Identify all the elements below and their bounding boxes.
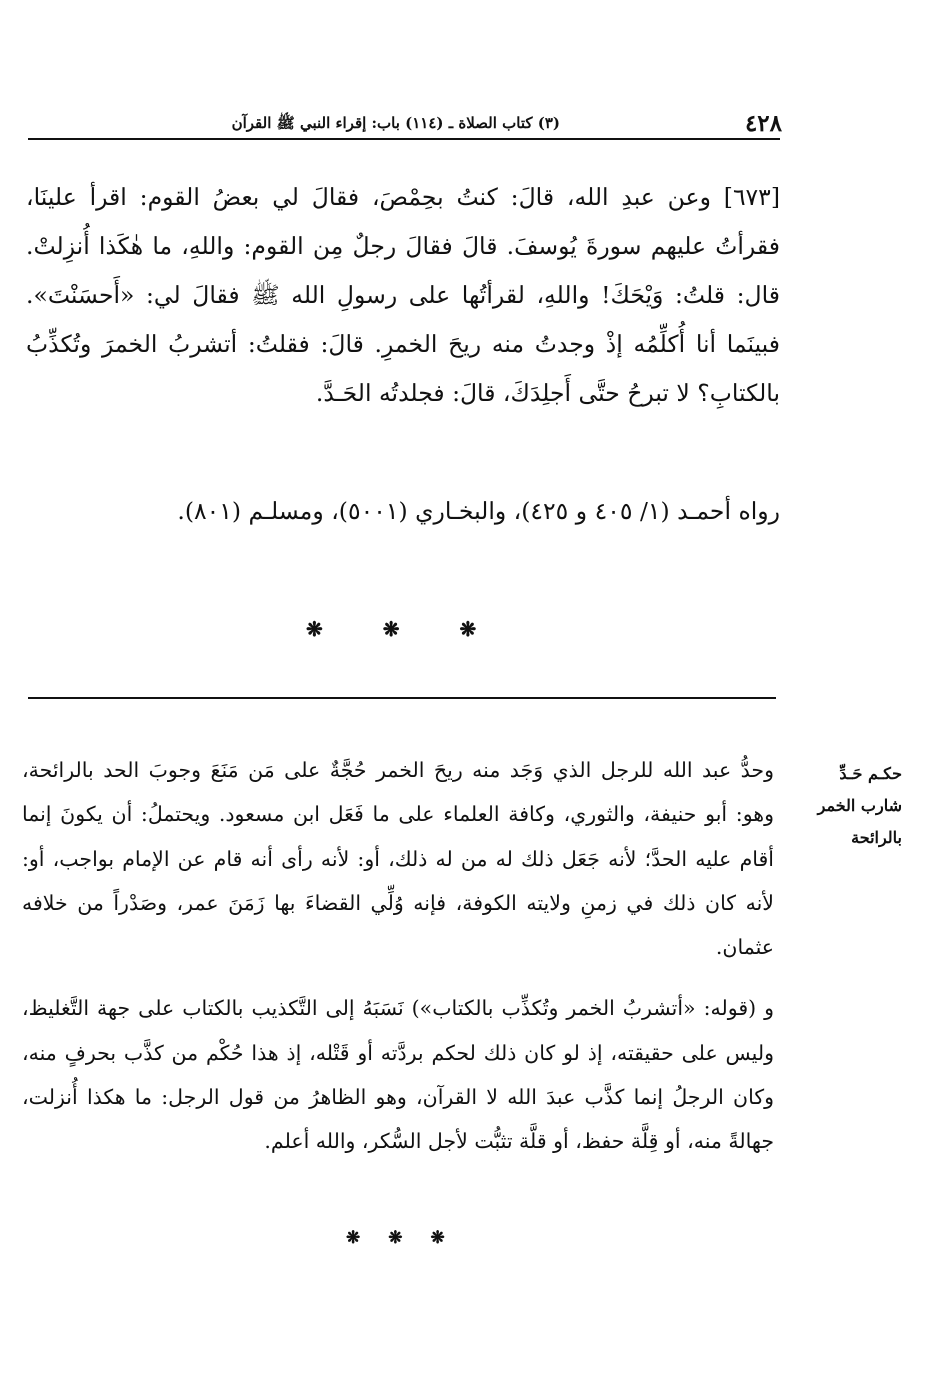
hadith-text: وعن عبدِ الله، قالَ: كنتُ بحِمْصَ، فقالَ لي بعضُ القوم: اقرأ علينَا، فقرأتُ عليهم سورةَ يُوسفَ. قالَ فقالَ رجلٌ مِن القوم: واللهِ، ما هٰكَذا أُنزِلتْ. قال: قلتُ: وَيْحَكَ! واللهِ، لقرأتُها على رسولِ الله ﷺ فقالَ لي: «أَحسَنْتَ». فبينَما أنا أُكلِّمُه إذْ وجدتُ منه ريحَ الخمرِ. قالَ: فقلتُ: أتشربُ الخمرَ وتُكذِّبُ بالكتابِ؟ لا تبرحُ حتَّى أَجلِدَكَ، قالَ: فجلدتُه الحَـدَّ. xyxy=(26,183,780,407)
separator-star: ❋ xyxy=(306,617,323,641)
commentary-block xyxy=(22,748,774,1181)
source-citation: رواه أحمـد (١/ ٤٠٥ و ٤٢٥)، والبخـاري (٥٠٠١)، ومسلـم (٨٠١). xyxy=(177,497,780,525)
hadith-text-block xyxy=(26,173,780,418)
margin-note-line: حكـم حَـدِّ xyxy=(839,764,902,783)
hadith-source xyxy=(26,486,780,536)
header-rule xyxy=(28,138,780,140)
separator-star: ❋ xyxy=(382,617,400,641)
footnote-divider xyxy=(28,697,776,699)
separator-star: ❋ xyxy=(388,1228,403,1248)
running-title: (٣) كتاب الصلاة ـ (١١٤) باب: إقراء النبي ﷺ القرآن xyxy=(231,114,560,132)
commentary-paragraph: وحدُّ عبد الله للرجل الذي وَجَد منه ريحَ الخمر حُجَّةٌ على مَن مَنَعَ وجوبَ الحد بالرائحة، وهو: أبو حنيفة، والثوري، وكافة العلماء على ما فَعَل ابن مسعود. ويحتملُ: أن يكونَ إنما أقام عليه الحدَّ؛ لأنه جَعَل ذلك له من له ذلك، أو: لأنه رأى أنه قام عن الإمام بواجب، أو: لأنه كان ذلك في زمنِ ولايته الكوفة، فإنه وُلِّي القضاءَ بها زَمَنَ عمر، وصَدْراً من خلافه عثمان. xyxy=(22,758,774,960)
margin-note-line: شارب الخمر xyxy=(817,796,902,815)
section-separator xyxy=(306,617,536,641)
margin-note-line: بالرائحة xyxy=(851,828,902,847)
hadith-number: [٦٧٣] xyxy=(723,183,780,211)
separator-star: ❋ xyxy=(346,1228,361,1248)
margin-note xyxy=(786,758,902,854)
end-separator xyxy=(346,1228,473,1248)
page-header xyxy=(28,108,782,138)
separator-star: ❋ xyxy=(459,617,477,641)
page-number: ٤٢٨ xyxy=(744,110,782,137)
separator-star: ❋ xyxy=(430,1228,445,1248)
commentary-paragraph: و (قوله: «أتشربُ الخمر وتُكذِّب بالكتاب») نَسَبَهُ إلى التَّكذيب بالكتاب على جهة التَّغليظ، وليس على حقيقته، إذ لو كان ذلك لحكم بردَّته أو قَتْله، إذ هذا حُكْم من كذَّب بحرفٍ منه، وكان الرجلُ إنما كذَّب عبدَ الله لا القرآن، وهو الظاهرُ من قول الرجل: ما هكذا أُنزلت، جهالةً منه، أو قِلَّة حفظ، أو قلَّة تثبُّت لأجل السُّكر، والله أعلم. xyxy=(22,996,774,1154)
